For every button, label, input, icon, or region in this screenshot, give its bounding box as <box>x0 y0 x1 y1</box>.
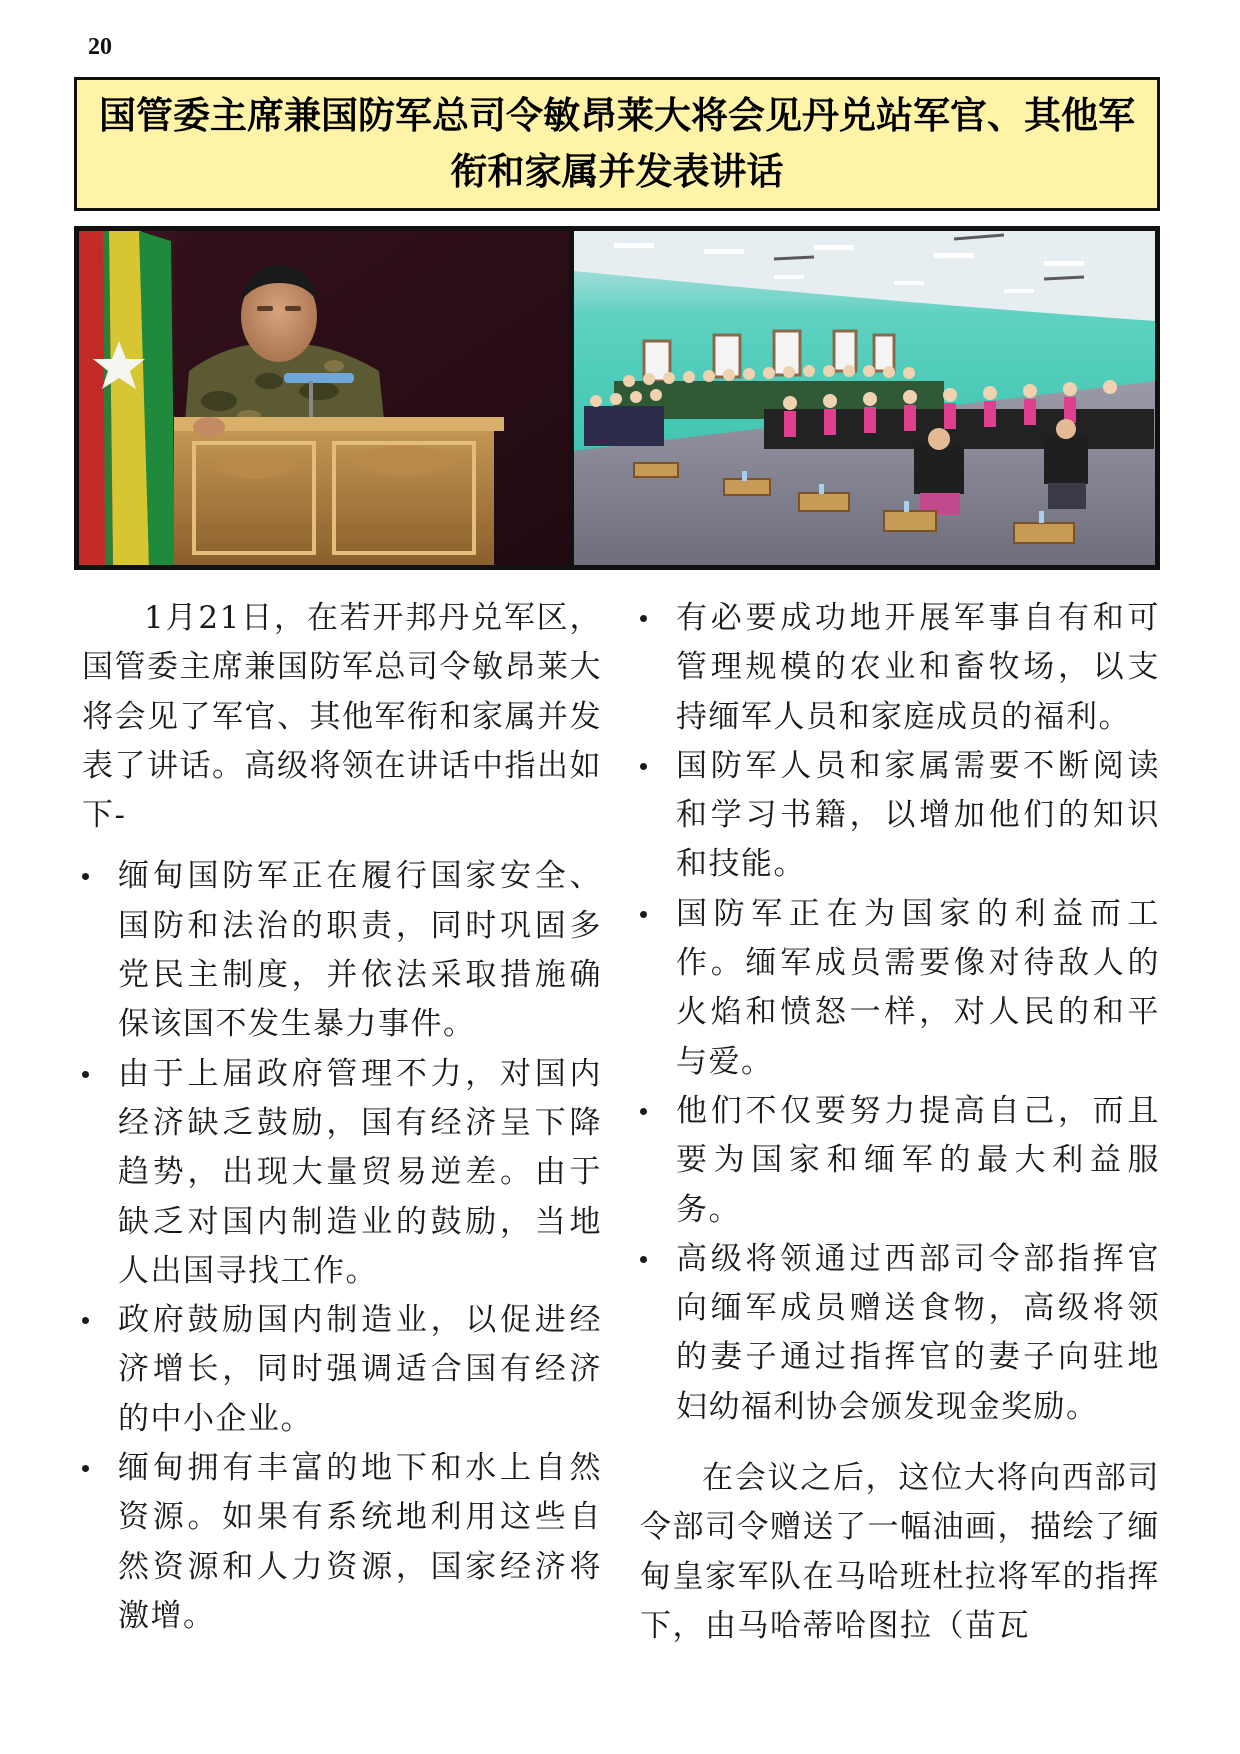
bullet-icon <box>82 1071 89 1078</box>
bullet-icon <box>640 911 647 918</box>
article-title: 国管委主席兼国防军总司令敏昂莱大将会见丹兑站军官、其他军衔和家属并发表讲话 <box>99 94 1135 193</box>
bullet-icon <box>640 615 647 622</box>
speaker-at-podium-photo <box>79 231 569 565</box>
list-item: 他们不仅要努力提高自己，而且要为国家和缅军的最大利益服务。 <box>640 1087 1160 1235</box>
photo-strip <box>74 226 1160 570</box>
list-item: 国防军正在为国家的利益而工作。缅军成员需要像对待敌人的火焰和愤怒一样，对人民的和平与爱。 <box>640 890 1160 1087</box>
list-item: 高级将领通过西部司令部指挥官向缅军成员赠送食物，高级将领的妻子通过指挥官的妻子向驻地妇幼福利协会颁发现金奖励。 <box>640 1235 1160 1432</box>
intro-paragraph: 1月21日，在若开邦丹兑军区，国管委主席兼国防军总司令敏昂莱大将会见了军官、其他军衔和家属并发表了讲话。高级将领在讲话中指出如下- <box>82 600 602 834</box>
list-item: 缅甸国防军正在履行国家安全、国防和法治的职责，同时巩固多党民主制度，并依法采取措施确保该国不发生暴力事件。 <box>82 852 602 1049</box>
bullet-icon <box>82 1317 89 1324</box>
list-item: 政府鼓励国内制造业，以促进经济增长，同时强调适合国有经济的中小企业。 <box>82 1296 602 1444</box>
bullet-icon <box>640 1108 647 1115</box>
list-item: 由于上届政府管理不力，对国内经济缺乏鼓励，国有经济呈下降趋势，出现大量贸易逆差。由于缺乏对国内制造业的鼓励，当地人出国寻找工作。 <box>82 1050 602 1296</box>
bullet-icon <box>640 763 647 770</box>
right-column <box>640 594 1160 1651</box>
bullet-icon <box>640 1256 647 1263</box>
article-title-box <box>74 77 1160 211</box>
list-item: 国防军人员和家属需要不断阅读和学习书籍，以增加他们的知识和技能。 <box>640 742 1160 890</box>
bullet-list-left <box>82 852 602 1641</box>
list-item: 缅甸拥有丰富的地下和水上自然资源。如果有系统地利用这些自然资源和人力资源，国家经济将激增。 <box>82 1444 602 1641</box>
left-column <box>82 594 602 1641</box>
bullet-list-right <box>640 594 1160 1432</box>
closing-paragraph: 在会议之后，这位大将向西部司令部司令赠送了一幅油画，描绘了缅甸皇家军队在马哈班杜拉将军的指挥下，由马哈蒂哈图拉（苗瓦 <box>640 1460 1160 1644</box>
list-item: 有必要成功地开展军事自有和可管理规模的农业和畜牧场，以支持缅军人员和家庭成员的福利。 <box>640 594 1160 742</box>
bullet-icon <box>82 1465 89 1472</box>
page-number: 20 <box>88 34 112 60</box>
bullet-icon <box>82 873 89 880</box>
audience-hall-photo <box>574 231 1155 565</box>
